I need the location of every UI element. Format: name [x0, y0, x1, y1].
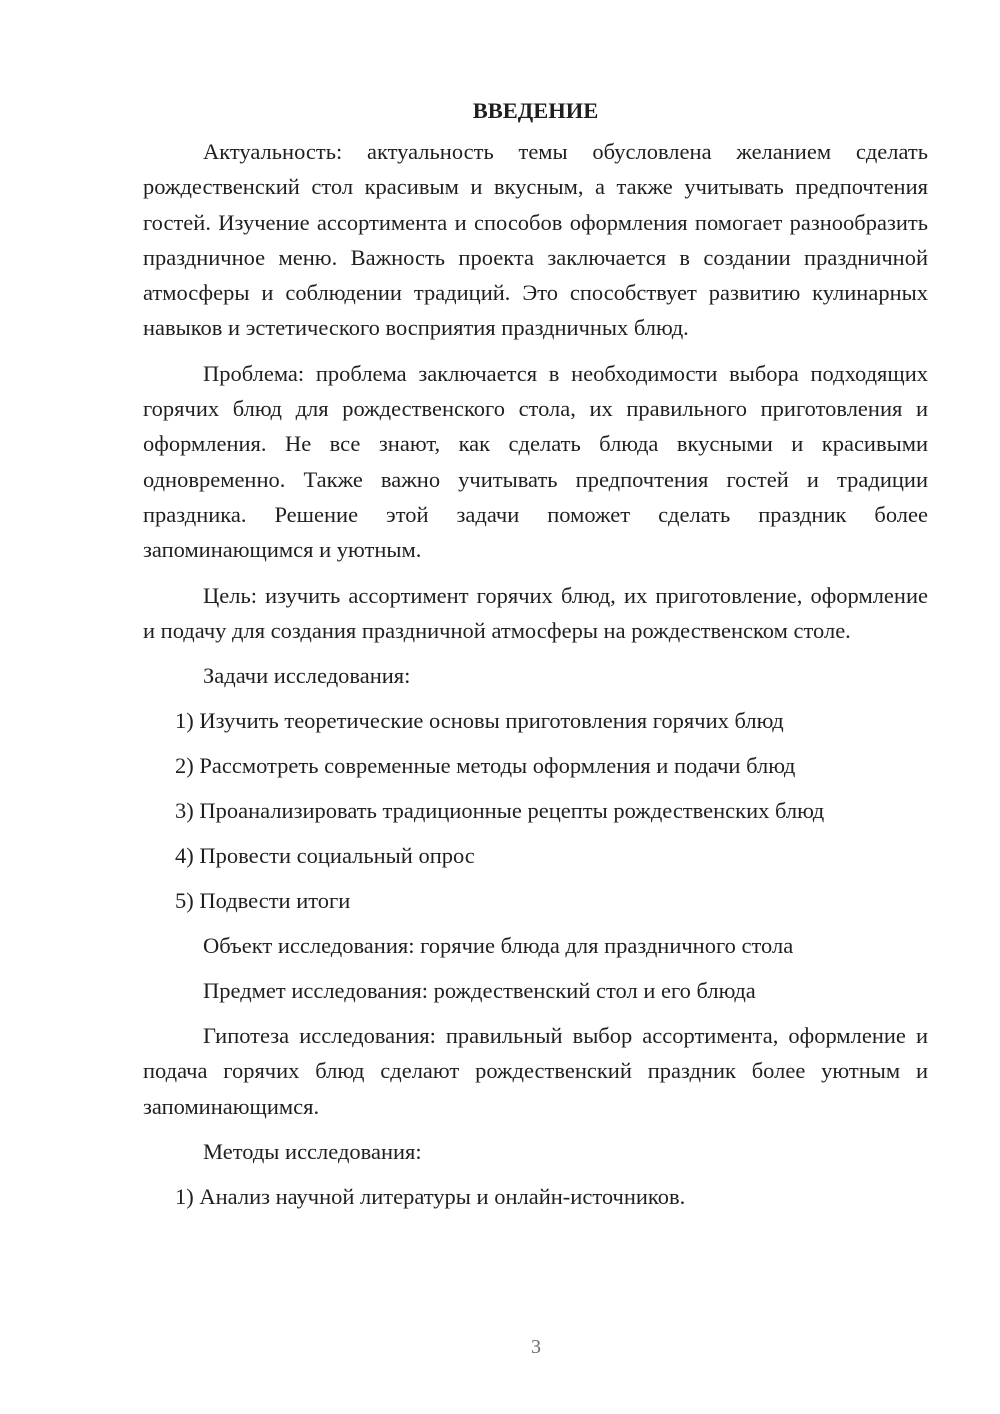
- list-item: 1) Анализ научной литературы и онлайн-источников.: [175, 1184, 686, 1210]
- page-number: 3: [531, 1336, 541, 1358]
- list-item: 4) Провести социальный опрос: [175, 843, 475, 869]
- problem-paragraph: Проблема: проблема заключается в необходимости выбора подходящих горячих блюд для рождественского стола, их правильного приготовления и оформления. Не все знают, как сделать блюда вкусными и красивыми одновременно. Также важно учитывать предпочтения гостей и традиции праздника. Решение этой задачи поможет сделать праздник более запоминающимся и уютным.: [143, 360, 928, 563]
- list-item: 3) Проанализировать традиционные рецепты рождественских блюд: [175, 798, 825, 824]
- list-item: 5) Подвести итоги: [175, 888, 351, 914]
- goal-paragraph: Цель: изучить ассортимент горячих блюд, их приготовление, оформление и подачу для создания праздничной атмосферы на рождественском столе.: [143, 582, 928, 643]
- section-heading: ВВЕДЕНИЕ: [472, 98, 599, 123]
- page-content: [143, 93, 928, 1214]
- subject-paragraph: Предмет исследования: рождественский стол и его блюда: [203, 978, 756, 1004]
- list-item: 1) Изучить теоретические основы приготовления горячих блюд: [175, 708, 784, 734]
- object-paragraph: Объект исследования: горячие блюда для праздничного стола: [203, 933, 794, 959]
- tasks-title: Задачи исследования:: [203, 663, 411, 689]
- methods-list: [143, 1179, 928, 1214]
- tasks-list: [143, 703, 928, 918]
- list-item: 2) Рассмотреть современные методы оформления и подачи блюд: [175, 753, 796, 779]
- relevance-paragraph: Актуальность: актуальность темы обусловлена желанием сделать рождественский стол красивым и вкусным, а также учитывать предпочтения гостей. Изучение ассортимента и способов оформления помогает разнообразить праздничное меню. Важность проекта заключается в создании праздничной атмосферы и соблюдении традиций. Это способствует развитию кулинарных навыков и эстетического восприятия праздничных блюд.: [143, 139, 928, 341]
- hypothesis-paragraph: Гипотеза исследования: правильный выбор ассортимента, оформление и подача горячих блюд сделают рождественский праздник более уютным и запоминающимся.: [143, 1023, 928, 1119]
- methods-title: Методы исследования:: [203, 1139, 422, 1165]
